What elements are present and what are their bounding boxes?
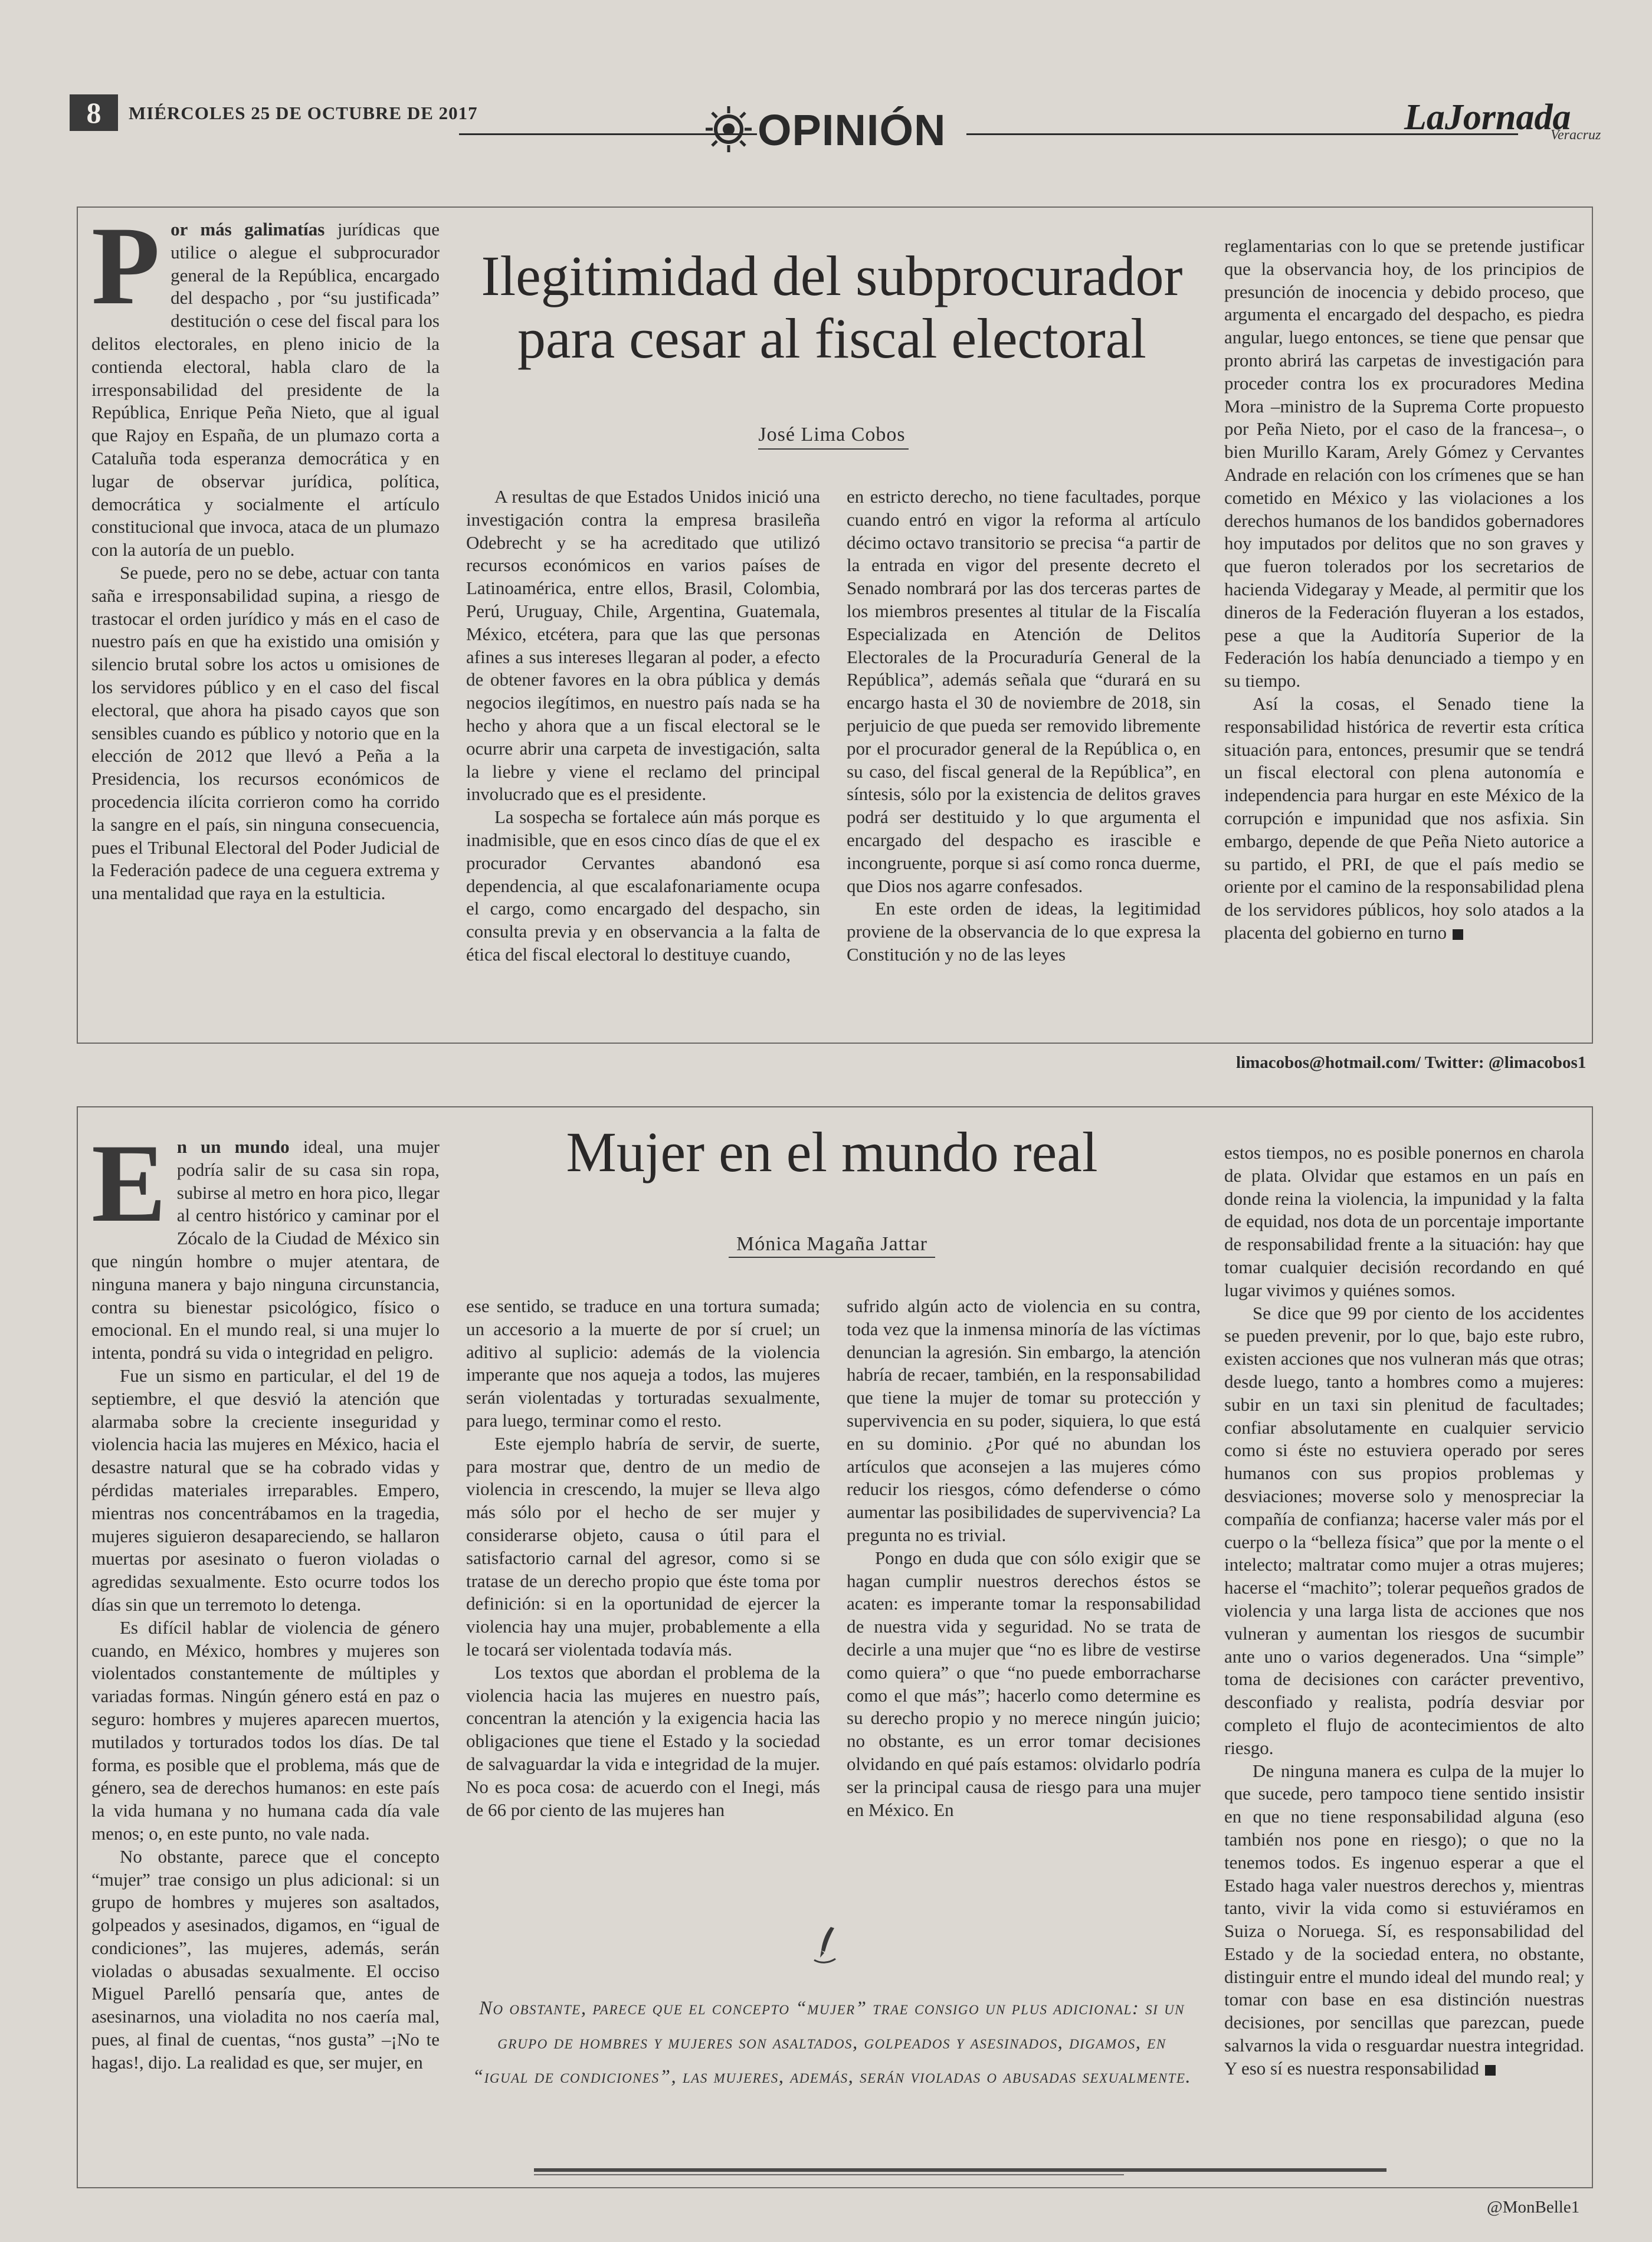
paragraph: estos tiempos, no es posible ponernos en charola de plata. Olvidar que estamos en un país en donde reina la violencia, la impunidad y la falta de equidad, nos dota de un porcentaje importante de responsabilidad frente a la situación: hay que tomar cualquier decisión recordando en qué lugar vivimos y quiénes somos. [1224, 1142, 1584, 1300]
drop-cap: P [91, 204, 160, 328]
paragraph: Es difícil hablar de violencia de género cuando, en México, hombres y mujeres son violentados constantemente de múltiples y variadas formas. Ningún género está en paz o seguro: hombres y mujeres aparecen muertos, mutilados y torturados todos los días. De tal forma, es posible que el problema, más que de género, sea de derechos humanos: en este país la vida humana y no humana cada día vale menos; o, en este punto, no vale nada. [91, 1617, 440, 1844]
article1-column-4 [1224, 235, 1584, 945]
page-header [70, 94, 1604, 159]
newspaper-edition: Veracruz [1551, 127, 1601, 143]
article1-column-2 [466, 486, 820, 966]
paragraph: Fue un sismo en particular, el del 19 de septiembre, el que desvió la atención que alarmaba sobre la creciente inseguridad y violencia hacia las mujeres en México, hacia el desastre natural que se ha cobrado vidas y pérdidas materiales irreparables. Empero, mientras nos concentrábamos en la tragedia, mujeres siguieron desapareciendo, se hallaron muertas por asesinato o fueron violadas o agredidas sexualmente. Esto ocurre todos los días sin que un terremoto lo detenga. [91, 1365, 440, 1615]
article-title: Mujer en el mundo real [566, 1120, 1098, 1184]
paragraph: reglamentarias con lo que se pretende justificar que la observancia hoy, de los principios de presunción de inocencia y debido proceso, que argumenta el encargado del despacho, es piedra angular, luego entonces, se tiene que pensar que pronto abrirá las carpetas de investigación para proceder contra los ex procuradores Medina Mora –ministro de la Suprema Corte propuesto por Peña Nieto, por el caso de la francesa–, o bien Murillo Karam, Arely Gómez y Cervantes Andrade en relación con los crímenes que se han cometido en México y las violaciones a los derechos humanos de los bandidos gobernadores hoy imputados por delitos que no son graves y que fueron tolerados por los secretarios de hacienda Videgaray y Meade, al permitir que los dineros de la Federación fluyeran a los estados, pese a que la Auditoría Superior de la Federación los había denunciado a tiempo y en su tiempo. [1224, 235, 1584, 691]
paragraph: La sospecha se fortalece aún más porque es inadmisible, que en esos cinco días de que el ex procurador Cervantes abandonó esa dependencia, al que escalafonariamente ocupa el cargo, como encargado del despacho, sin consulta previa y en observancia a la falta de ética del fiscal electoral lo destituye cuando, [466, 807, 820, 965]
author-contact: limacobos@hotmail.com/ Twitter: @limacobos1 [1236, 1053, 1587, 1072]
paragraph: En este orden de ideas, la legitimidad proviene de la observancia de lo que expresa la Constitución y no de las leyes [847, 898, 1201, 965]
end-mark-icon [1453, 929, 1463, 940]
pull-quote-rule-thin [534, 2174, 1124, 2175]
lead-in: or más galimatías [171, 219, 325, 240]
pull-quote-rule [534, 2168, 1386, 2172]
newspaper-logo: LaJornada [1404, 97, 1571, 137]
paragraph: De ninguna manera es culpa de la mujer lo que sucede, pero tampoco tiene sentido insistir en que no tiene responsabilidad alguna (eso también nos pone en riesgo); o que no la tenemos todos. Es ingenuo esperar a que el Estado haga valer nuestros derechos y, mientras tanto, vivir la vida como si estuviéramos en Suiza o Noruega. Sí, es responsabilidad del Estado y de la sociedad entera, no obstante, distinguir entre el mundo ideal del mundo real; y tomar con base en esa distinción nuestras decisiones, por sencillas que parezcan, puede salvarnos la vida o resguardar nuestra integridad. Y eso sí es nuestra responsabilidad [1224, 1760, 1584, 2079]
paragraph: Los textos que abordan el problema de la violencia hacia las mujeres en nuestro país, concentran la atención y la exigencia hacia las obligaciones que tiene el Estado y la sociedad de salvaguardar la vida e integridad de la mujer. No es poca cosa: de acuerdo con el Inegi, más de 66 por ciento de las mujeres han [466, 1661, 820, 1820]
page-number: 8 [70, 94, 118, 131]
paragraph: No obstante, parece que el concepto “mujer” trae consigo un plus adicional: si un grupo de hombres y mujeres son asaltados, golpeados y asesinados, digamos, en “igual de condiciones”, las mujeres, además, serán violadas o abusadas sexualmente. El occiso Miguel Parelló pensaría que, antes de asesinarnos, una violadita no nos caería mal, pues, al final de cuentas, “nos gusta” –¡No te hagas!, dijo. La realidad es que, ser mujer, en [91, 1846, 440, 2073]
author-byline: Mónica Magaña Jattar [736, 1233, 927, 1255]
author-handle: @MonBelle1 [1487, 2198, 1580, 2217]
quill-pen-icon [808, 1925, 844, 1966]
article2-column-2 [466, 1295, 820, 1821]
sun-logo-icon [704, 105, 753, 153]
paragraph: ese sentido, se traduce en una tortura sumada; un accesorio a la muerte de por sí cruel; un aditivo al suplicio: además de la violencia imperante que nos aqueja a todos, las mujeres serán violentadas y torturadas sexualmente, para luego, terminar como el resto. [466, 1296, 820, 1431]
paragraph: A resultas de que Estados Unidos inició una investigación contra la empresa brasileña Odebrecht y se ha acreditado que utilizó recursos económicos en varios países de Latinoamérica, entre ellos, Brasil, Colombia, Perú, Uruguay, Chile, Argentina, Guatemala, México, etcétera, para que las que personas afines a sus intereses llegaran al poder, a efecto de obtener favores en la obra pública y demás negocios ilegítimos, en nuestro país nada se ha hecho y ahora que a un fiscal electoral se le ocurre abrir una carpeta de investigación, salta la liebre y viene el reclamo del principal involucrado que es el presidente. [466, 486, 820, 805]
article-title: Ilegitimidad del subprocurador para cesar al fiscal electoral [481, 244, 1183, 370]
paragraph: Este ejemplo habría de servir, de suerte, para mostrar que, dentro de un medio de violencia in crescendo, la mujer se lleva algo más sólo por el hecho de ser mujer y considerarse objeto, causa o útil para el satisfactorio carnal del agresor, como si se tratase de un derecho propio que éste toma por definición: si en la oportunidad de ejercer la violencia hay una mujer, probablemente a ella le tocará ser violentada todavía más. [466, 1433, 820, 1660]
byline-rule [729, 1257, 935, 1258]
paragraph: en estricto derecho, no tiene facultades, porque cuando entró en vigor la reforma al artículo décimo octavo transitorio se precisa “a partir de la entrada en vigor del presente decreto el Senado nombrará por las dos terceras partes de los miembros presentes al titular de la Fiscalía Especializada en Atención de Delitos Electorales de la Procuraduría General de la República”, además señala que “durará en su encargo hasta el 30 de noviembre de 2018, sin perjuicio de que pueda ser removido libremente por el procurador general de la República o, en su caso, del fiscal general de la República”, en síntesis, sólo por la existencia de delitos graves podrá ser destituido y lo que argumenta el encargado del despacho es irascible e incongruente, porque si así como ronca duerme, que Dios nos agarre confesados. [847, 486, 1201, 896]
article1-column-1 [91, 204, 440, 905]
paragraph: Así la cosas, el Senado tiene la responsabilidad histórica de revertir esta crítica situación para, entonces, presumir que se tendrá un fiscal electoral con plena autonomía e independencia para hurgar en este México de la corrupción e impunidad que nos asfixia. Sin embargo, depende de que Peña Nieto autorice a su partido, el PRI, de que el país medio se oriente por el camino de la responsabilidad plena de los servidores públicos, hoy solo atados a la placenta del gobierno en turno [1224, 693, 1584, 943]
paragraph: ideal, una mujer podría salir de su casa sin ropa, subirse al metro en hora pico, llegar al centro histórico y caminar por el Zócalo de la Ciudad de México sin que ningún hombre o mujer atentara, de ninguna manera y bajo ninguna circunstancia, contra su bienestar psicológico, físico o emocional. En el mundo real, si una mujer lo intenta, pondrá su vida o integridad en peligro. [91, 1136, 440, 1363]
paragraph: Se dice que 99 por ciento de los accidentes se pueden prevenir, por lo que, bajo este rubro, existen acciones que nos vulneran más que otras; desde luego, tanto a hombres como a mujeres: subir en un taxi sin plenitud de facultades; confiar absolutamente en cualquier servicio como si éste no estuviera operado por seres humanos con sus propios problemas y desviaciones; moverse solo y menospreciar la compañía de confianza; hacerse valer más por el cuerpo o la “belleza física” que por la mente o el intelecto; maltratar como mujer a otras mujeres; hacerse el “machito”; tolerar pequeños grados de violencia y una larga lista de acciones que nos vulneran y aumentan los riesgos de sucumbir ante uno o varios degenerados. Una “simple” toma de decisiones con carácter preventivo, desconfiado y realista, podría desviar por completo el flujo de acontecimientos de alto riesgo. [1224, 1302, 1584, 1758]
paragraph: Pongo en duda que con sólo exigir que se hagan cumplir nuestros derechos éstos se acaten: es imperante tomar la responsabilidad de nuestra vida y seguridad. No se trata de decirle a una mujer que “no es libre de vestirse como quiera” o que “no puede emborracharse como el que más”; hacerlo como determine es su derecho propio y no merece ningún juicio; no obstante, es un error tomar decisiones olvidando en qué país estamos: olvidarlo podría ser la principal causa de riesgo para una mujer en México. En [847, 1547, 1201, 1820]
article2-column-1 [91, 1122, 440, 2074]
article1-column-3 [847, 486, 1201, 966]
issue-date: MIÉRCOLES 25 DE OCTUBRE DE 2017 [129, 103, 478, 123]
paragraph: Se puede, pero no se debe, actuar con tanta saña e irresponsabilidad supina, a riesgo de trastocar el orden jurídico y más en el caso de nuestro país en que ha existido una omisión y silencio brutal sobre los actos u omisiones de los servidores público y en el caso del fiscal electoral, que ahora ha pisado cayos que son sensibles cuando es público y notorio que en la elección de 2012 que llevó a Peña a la Presidencia, los recursos económicos de procedencia ilícita corrieron como ha corrido la sangre en el país, sin ninguna consecuencia, pues el Tribunal Electoral del Poder Judicial de la Federación padece de una ceguera extrema y una mentalidad que raya en la estulticia. [91, 562, 440, 904]
paragraph: sufrido algún acto de violencia en su contra, toda vez que la inmensa minoría de las víctimas denuncian la agresión. Sin embargo, la atención habría de recaer, también, en la responsabilidad que tiene la mujer de tomar su protección y supervivencia en su poder, siquiera, lo que está en su dominio. ¿Por qué no abundan los artículos que aconsejen a las mujeres cómo reducir los riesgos, cómo defenderse o cómo aumentar las posibilidades de supervivencia? La pregunta no es trivial. [847, 1296, 1201, 1545]
article2-column-3 [847, 1295, 1201, 1821]
pull-quote: No obstante, parece que el concepto “mujer” trae consigo un plus adicional: si un grupo de hombres y mujeres son asaltados, golpeados y asesinados, digamos, en “igual de condiciones”, las mujeres, además, serán violadas o abusadas sexualmente. [472, 1998, 1192, 2087]
lead-in: n un mundo [176, 1136, 290, 1157]
byline-rule [758, 448, 909, 450]
article2-column-4 [1224, 1142, 1584, 2080]
drop-cap: E [91, 1122, 166, 1245]
section-title: OPINIÓN [758, 106, 946, 155]
paragraph: jurídicas que utilice o alegue el subprocurador general de la República, encargado del despacho , por “su justificada” destitución o cese del fiscal para los delitos electorales, en pleno inicio de la contienda electoral, habla claro de la irresponsabilidad del presidente de la República, Enrique Peña Nieto, que al igual que Rajoy en España, de un plumazo corta a Cataluña toda esperanza democrática y en lugar de observar jurídica, política, democrática y socialmente el artículo constitucional que invoca, ataca de un plumazo con la autoría de un pueblo. [91, 219, 440, 560]
author-byline: José Lima Cobos [758, 424, 906, 445]
end-mark-icon [1485, 2065, 1496, 2076]
